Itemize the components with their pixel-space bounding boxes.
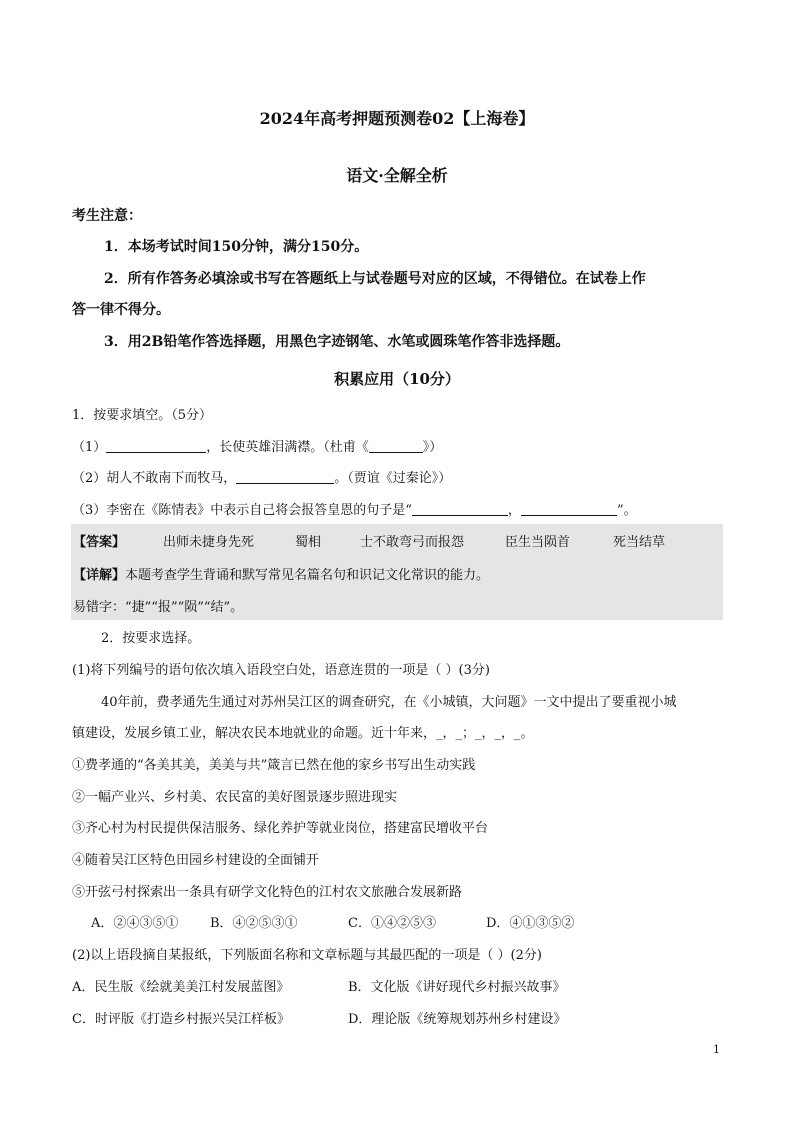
- notice-item-2-line-1: 2．所有作答务必填涂或书写在答题纸上与试卷题号对应的区域，不得错位。在试卷上作: [104, 271, 646, 287]
- part2-option-a: A．民生版《绘就美美江村发展蓝图》: [72, 980, 290, 995]
- q1-sub1-suffix: 》）: [422, 440, 443, 455]
- q1-sub3: [72, 499, 637, 518]
- part1-option-a: A．②④③⑤①: [91, 916, 179, 931]
- q2-part1-stem: (1)将下列编号的语句依次填入语段空白处，语意连贯的一项是（ ）(3分): [72, 663, 490, 678]
- notice-item-1: 1．本场考试时间150分钟，满分150分。: [104, 239, 369, 255]
- part2-option-b: B．文化版《讲好现代乡村振兴故事》: [348, 980, 566, 995]
- answer-item-4: 臣生当陨首: [505, 535, 571, 550]
- q1-sub1-middle: ，长使英雄泪满襟。（杜甫《: [206, 440, 369, 455]
- answer-box: [71, 524, 723, 620]
- q1-sub2-suffix: 。（贾谊《过秦论》）: [334, 471, 452, 486]
- passage-line-1: 40年前，费孝通先生通过对苏州吴江区的调查研究，在《小城镇，大问题》一文中提出了要重视小城: [101, 695, 677, 710]
- section-heading: 积累应用（10分）: [334, 370, 460, 388]
- sentence-item-1: ①费孝通的“各美其美，美美与共”箴言已然在他的家乡书写出生动实践: [72, 758, 476, 773]
- q1-sub3-prefix: （3）李密在《陈情表》中表示自己将会报答皇恩的句子是“: [72, 503, 412, 518]
- answer-detail: [73, 564, 489, 583]
- part1-option-b: B．④②⑤③①: [210, 916, 298, 931]
- answer-item-5: 死当结草: [613, 535, 666, 550]
- sentence-item-5: ⑤开弦弓村探索出一条具有研学文化特色的江村农文旅融合发展新路: [72, 885, 463, 900]
- q1-sub2: [72, 467, 451, 486]
- q1-sub3-blank-1: [412, 501, 508, 516]
- q2-part2-stem: (2)以上语段摘自某报纸，下列版面名称和文章标题与其最匹配的一项是（ ）(2分): [72, 948, 542, 963]
- answer-label: 【答案】: [73, 535, 126, 550]
- sentence-item-4: ④随着吴江区特色田园乡村建设的全面铺开: [72, 853, 320, 868]
- q1-sub1: [72, 436, 442, 455]
- notice-item-3: 3．用2B铅笔作答选择题，用黑色字迹钢笔、水笔或圆珠笔作答非选择题。: [104, 334, 570, 350]
- part1-option-c: C．①④②⑤③: [348, 916, 436, 931]
- answer-typo-note: 易错字：“捷”“报”“陨”“结”。: [73, 600, 244, 615]
- part2-option-c: C．时评版《打造乡村振兴吴江样板》: [72, 1012, 290, 1027]
- answer-detail-text: 本题考查学生背诵和默写常见名篇名句和识记文化常识的能力。: [125, 568, 490, 583]
- answer-item-1: 出师未捷身先死: [163, 535, 255, 550]
- part2-option-d: D．理论版《统筹规划苏州乡村建设》: [348, 1012, 567, 1027]
- notice-heading: 考生注意：: [72, 208, 142, 224]
- q1-sub1-blank-1: [106, 438, 206, 453]
- q1-sub3-middle: ，: [507, 503, 521, 518]
- answer-row: [73, 531, 723, 549]
- q1-sub1-prefix: （1）: [72, 440, 107, 455]
- q1-sub3-suffix: ”。: [616, 503, 637, 518]
- answer-item-2: 蜀相: [295, 535, 322, 550]
- sentence-item-2: ②一幅产业兴、乡村美、农民富的美好图景逐步照进现实: [72, 790, 398, 805]
- page-subtitle: 语文·全解全析: [346, 166, 448, 185]
- q1-stem: 1．按要求填空。（5分）: [72, 408, 213, 423]
- passage-line-2: 镇建设，发展乡镇工业，解决农民本地就业的命题。近十年来，_，_；_，_，_。: [72, 726, 534, 741]
- answer-detail-label: 【详解】: [73, 568, 126, 583]
- q2-stem: 2．按要求选择。: [101, 631, 201, 646]
- q1-sub2-blank: [236, 469, 334, 484]
- answer-item-3: 士不敢弯弓而报怨: [360, 535, 465, 550]
- q1-sub3-blank-2: [521, 501, 617, 516]
- notice-item-2-line-2: 答一律不得分。: [72, 302, 170, 318]
- q1-sub1-blank-2: [369, 438, 423, 453]
- page-number: 1: [713, 1043, 720, 1056]
- page-title: 2024年高考押题预测卷02【上海卷】: [259, 109, 535, 128]
- sentence-item-3: ③齐心村为村民提供保洁服务、绿化养护等就业岗位，搭建富民增收平台: [72, 821, 489, 836]
- q1-sub2-prefix: （2）胡人不敢南下而牧马，: [72, 471, 237, 486]
- part1-option-d: D．④①③⑤②: [486, 916, 575, 931]
